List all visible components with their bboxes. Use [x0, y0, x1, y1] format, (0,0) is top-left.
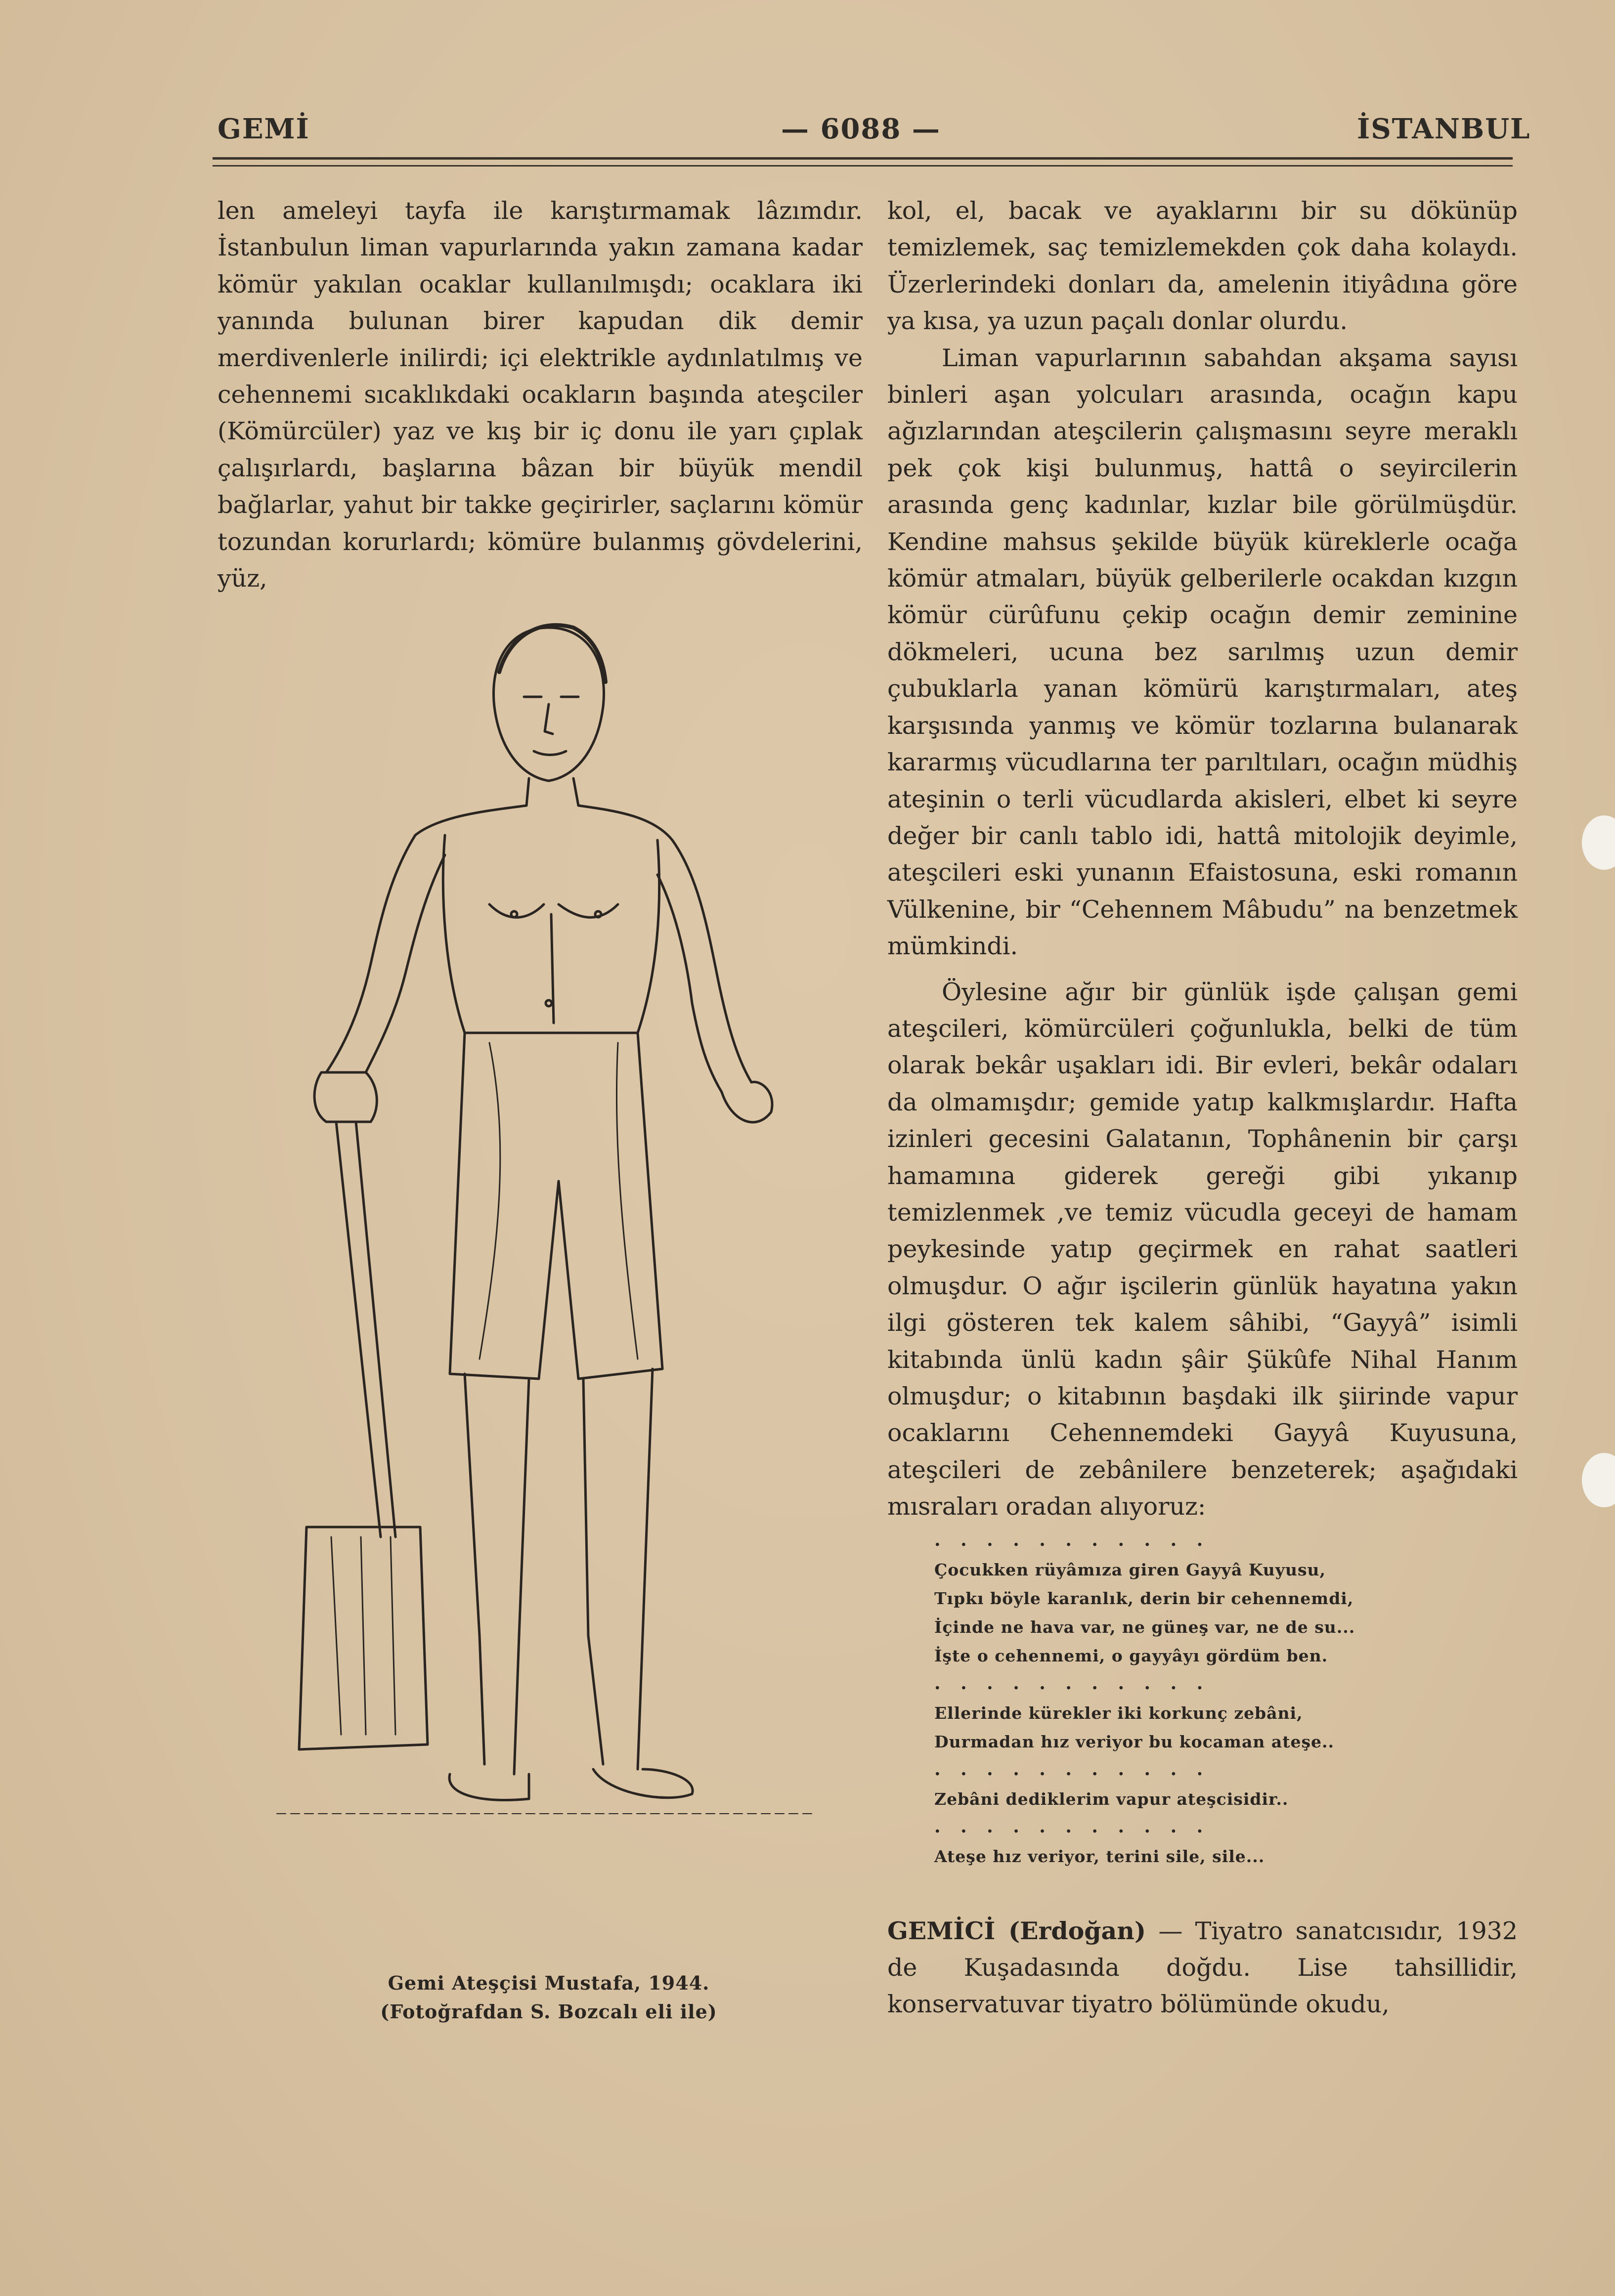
poem-line: İşte o cehennemi, o gayyâyı gördüm ben. — [934, 1646, 1328, 1665]
poem-ellipsis: . . . . . . . . . . . — [934, 1816, 1210, 1837]
entry-text: — Tiyatro sanatcısıdır, 1932 de Kuşadasında doğdu. Lise tahsillidir, konservatuvar tiyatro bölümünde okudu, — [887, 1917, 1518, 2018]
page-number: — 6088 — — [781, 113, 941, 145]
left-paragraph: len ameleyi tayfa ile karıştırmamak lâzımdır. İstanbulun liman vapurlarında yakın zamana kadar kömür yakılan ocaklar kullanılmışdı; ocaklara iki yanında bulunan birer kapudan dik demir merdivenlerle inilirdi; içi elektrikle aydınlatılmış ve cehennemi sıcaklıkdaki ocakların başında ateşciler (Kömürcüler) yaz ve kış bir iç donu ile yarı çıplak çalışırlardı, başlarına bâzan bir büyük mendil bağlarlar, yahut bir takke geçirirler, saçlarını kömür tozundan korurlardı; kömüre bulanmış gövdelerini, yüz, — [218, 197, 863, 593]
illustration-caption-title: Gemi Ateşçisi Mustafa, 1944. — [388, 1972, 710, 1994]
poem-line: Durmadan hız veriyor bu kocaman ateşe.. — [934, 1732, 1335, 1751]
stoker-illustration — [232, 598, 875, 1962]
poem-line: Ellerinde kürekler iki korkunç zebâni, — [934, 1703, 1303, 1723]
left-column — [218, 193, 863, 597]
poem-line: Tıpkı böyle karanlık, derin bir cehennemdi, — [934, 1589, 1354, 1608]
header-rule — [213, 157, 1513, 160]
header-right: İSTANBUL — [1357, 113, 1531, 145]
right-column — [887, 193, 1518, 1526]
poem-ellipsis: . . . . . . . . . . . — [934, 1673, 1210, 1694]
entry-name: GEMİCİ (Erdoğan) — [887, 1916, 1146, 1945]
right-paragraph-3: Öylesine ağır bir günlük işde çalışan gemi ateşcileri, kömürcüleri çoğunlukla, belki de tüm olarak bekâr uşakları idi. Bir evleri, bekâr odaları da olmamışdır; gemide yatıp kalkmışlardır. Hafta izinleri gecesini Galatanın, Tophânenin bir çarşı hamamına giderek gereği gibi yıkanıp temizlenmek ,ve temiz vücudla geceyi de hamam peykesinde yatıp geçirmek en rahat saatleri olmuşdur. O ağır işcilerin günlük hayatına yakın ilgi gösteren tek kalem sâhibi, “Gayyâ” isimli kitabında ünlü kadın şâir Şükûfe Nihal Hanım olmuşdur; o kitabının başdaki ilk şiirinde vapur ocaklarını Cehennemdeki Gayyâ Kuyusuna, ateşcileri de zebânilere benzeterek; aşağıdaki mısraları oradan alıyoruz: — [887, 978, 1518, 1521]
illustration-caption-credit: (Fotoğrafdan S. Bozcalı eli ile) — [380, 2000, 717, 2023]
poem-line: İçinde ne hava var, ne güneş var, ne de su... — [934, 1617, 1355, 1637]
poem-line: Zebâni dediklerim vapur ateşcisidir.. — [934, 1789, 1289, 1809]
poem-ellipsis: . . . . . . . . . . . — [934, 1530, 1210, 1550]
right-paragraph-1: kol, el, bacak ve ayaklarını bir su dökünüp temizlemek, saç temizlemekden çok daha kolaydı. Üzerlerindeki donları da, amelenin itiyâdına göre ya kısa, ya uzun paçalı donlar olurdu. — [887, 197, 1518, 336]
header-rule-thin — [213, 165, 1513, 167]
poem-ellipsis: . . . . . . . . . . . — [934, 1759, 1210, 1780]
header-left: GEMİ — [218, 113, 310, 145]
poem-line: Çocukken rüyâmıza giren Gayyâ Kuyusu, — [934, 1560, 1326, 1579]
poem-excerpt — [934, 1527, 1503, 1871]
right-paragraph-2: Liman vapurlarının sabahdan akşama sayısı binleri aşan yolcuları arasında, ocağın kapu ağızlarından ateşcilerin çalışmasını seyre meraklı pek çok kişi bulunmuş, hattâ o seyircilerin arasında genç kadınlar, kızlar bile görülmüşdür. Kendine mahsus şekilde büyük küreklerle ocağa kömür atmaları, büyük gelberilerle ocakdan kızgın kömür cürûfunu çekip ocağın demir zeminine dökmeleri, ucuna bez sarılmış uzun demir çubuklarla yanan kömürü karıştırmaları, ateş karşısında yanmış ve kömür tozlarına bulanarak kararmış vücudlarına ter parıltıları, ocağın müdhiş ateşinin o terli vücudlarda akisleri, elbet ki seyre değer bir canlı tablo idi, hattâ mitolojik deyimle, ateşcileri eski yunanın Efaistosuna, eski romanın Vülkenine, bir “Cehennem Mâbudu” na benzetmek mümkindi. — [887, 343, 1518, 961]
poem-line: Ateşe hız veriyor, terini sile, sile... — [934, 1847, 1265, 1866]
entry-gemici — [887, 1913, 1518, 2023]
